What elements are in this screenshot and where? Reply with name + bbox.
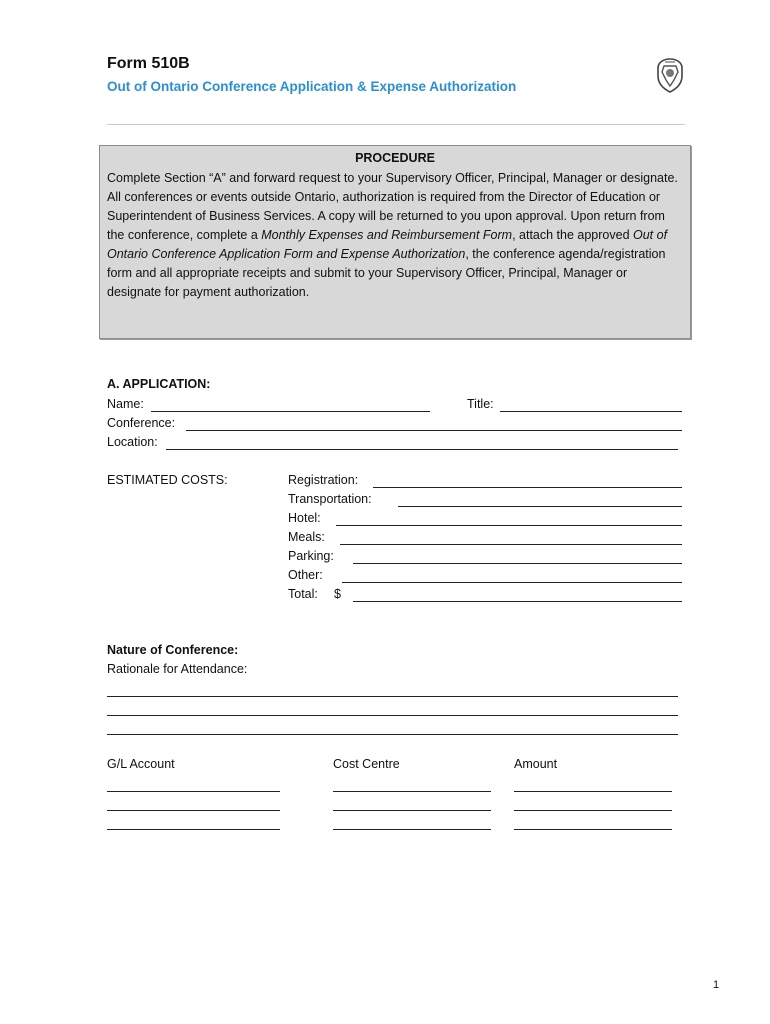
registration-field[interactable] [373, 487, 682, 488]
procedure-box [99, 145, 691, 339]
title-label: Title: [467, 397, 494, 411]
rationale-label: Rationale for Attendance: [107, 662, 248, 676]
parking-label: Parking: [288, 549, 334, 563]
location-label: Location: [107, 435, 158, 449]
rationale-line-2[interactable] [107, 715, 678, 716]
procedure-text-part-1: Complete Section “A” and forward request to your Supervisory Officer, Principal, Manager or designate. All conferences or events outside Ontario, authorization is required from the Director of Education or Superintendent of Business Services. A copy will be returned to you upon approval. Upon return from the conference, complete a [107, 171, 678, 242]
hotel-label: Hotel: [288, 511, 321, 525]
header-divider [107, 124, 685, 125]
parking-field[interactable] [353, 563, 682, 564]
amount-field-1[interactable] [514, 791, 672, 792]
total-field[interactable] [353, 601, 682, 602]
meals-label: Meals: [288, 530, 325, 544]
title-field[interactable] [500, 411, 682, 412]
cost-centre-field-3[interactable] [333, 829, 491, 830]
estimated-costs-heading: ESTIMATED COSTS: [107, 473, 228, 487]
amount-field-2[interactable] [514, 810, 672, 811]
cost-centre-field-2[interactable] [333, 810, 491, 811]
transportation-field[interactable] [398, 506, 682, 507]
amount-field-3[interactable] [514, 829, 672, 830]
cost-centre-field-1[interactable] [333, 791, 491, 792]
amount-heading: Amount [514, 757, 558, 771]
rationale-line-3[interactable] [107, 734, 678, 735]
application-heading: A. APPLICATION: [107, 377, 211, 391]
conference-field[interactable] [186, 430, 682, 431]
gl-account-field-2[interactable] [107, 810, 280, 811]
procedure-text-part-3: , the conference agenda/registration form and all appropriate receipts and submit to your Supervisory Officer, Principal, Manager or designate for payment authorization. [107, 247, 666, 299]
gl-account-field-1[interactable] [107, 791, 280, 792]
total-currency-symbol: $ [334, 587, 341, 601]
nature-of-conference-heading: Nature of Conference: [107, 643, 239, 657]
form-number: Form 510B [107, 55, 190, 72]
hotel-field[interactable] [336, 525, 682, 526]
cost-centre-heading: Cost Centre [333, 757, 400, 771]
procedure-text-part-2: , attach the approved [512, 228, 633, 242]
gl-account-heading: G/L Account [107, 757, 175, 771]
procedure-heading: PROCEDURE [355, 151, 435, 165]
location-field[interactable] [166, 449, 678, 450]
meals-field[interactable] [340, 544, 682, 545]
transportation-label: Transportation: [288, 492, 372, 506]
name-label: Name: [107, 397, 144, 411]
conference-label: Conference: [107, 416, 176, 430]
other-label: Other: [288, 568, 323, 582]
gl-account-field-3[interactable] [107, 829, 280, 830]
total-label: Total: [288, 587, 318, 601]
name-field[interactable] [151, 411, 430, 412]
monthly-expenses-form-reference: Monthly Expenses and Reimbursement Form [261, 228, 513, 242]
application-form-reference: Out of Ontario Conference Application Form and Expense Authorization [107, 228, 668, 261]
other-field[interactable] [342, 582, 682, 583]
rationale-line-1[interactable] [107, 696, 678, 697]
procedure-text [107, 169, 683, 302]
page-number: 1 [713, 979, 720, 991]
board-logo-icon [654, 56, 686, 94]
registration-label: Registration: [288, 473, 359, 487]
form-title: Out of Ontario Conference Application & Expense Authorization [107, 79, 517, 94]
